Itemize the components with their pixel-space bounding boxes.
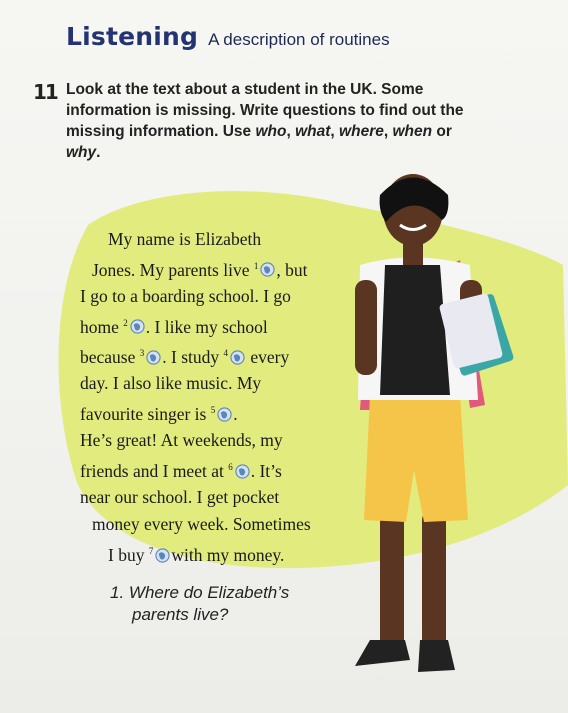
passage-line: favourite singer is $^5$ .	[80, 403, 238, 424]
passage-text	[80, 226, 370, 568]
keyword-when: when	[392, 123, 433, 140]
section-title: Listening	[66, 22, 199, 51]
globe-gap-icon	[260, 262, 275, 277]
passage-line: day. I also like music. My	[80, 373, 262, 394]
gap-number: 7	[148, 545, 154, 556]
passage-line: I go to a boarding school. I go	[80, 286, 291, 307]
gap-number: 5	[210, 405, 216, 416]
globe-gap-icon	[155, 548, 170, 563]
section-subtitle: A description of routines	[208, 30, 390, 49]
keyword-why: why	[66, 144, 97, 161]
passage-line: My name is Elizabeth	[108, 229, 262, 249]
passage-line: near our school. I get pocket	[80, 487, 280, 508]
exercise-instructions: Look at the text about a student in the UK. Some information is missing. Write questions to find out the missing information. Use who, what, where, when or why.	[66, 81, 464, 161]
keyword-where: where	[339, 123, 384, 140]
globe-gap-icon	[230, 350, 245, 365]
globe-gap-icon	[235, 464, 250, 479]
passage-line: money every week. Sometimes	[92, 514, 311, 535]
passage-line: I buy $^7$ with my money.	[108, 544, 285, 565]
gap-number: 1	[253, 260, 259, 271]
gap-number: 2	[123, 317, 128, 328]
passage-line: home $^2$ . I like my school	[80, 316, 268, 337]
gap-number: 3	[139, 348, 145, 359]
keyword-who: who	[255, 123, 287, 140]
gap-number: 4	[223, 348, 229, 359]
section-header	[66, 22, 390, 51]
example-answer	[110, 582, 289, 626]
answer-line: parents live?	[132, 605, 229, 624]
exercise-number: 11	[33, 80, 57, 104]
answer-line: 1. Where do Elizabeth’s	[110, 583, 290, 602]
passage-line: friends and I meet at $^6$ . It’s	[80, 460, 282, 481]
globe-gap-icon	[146, 350, 161, 365]
passage-line: because $^3$ . I study $^4$ every	[80, 346, 290, 367]
keyword-what: what	[295, 123, 331, 140]
globe-gap-icon	[217, 407, 232, 422]
passage-line: Jones. My parents live $^1$ , but	[92, 259, 308, 280]
globe-gap-icon	[130, 319, 145, 334]
gap-number: 6	[228, 462, 233, 473]
passage-line: He’s great! At weekends, my	[80, 430, 283, 451]
